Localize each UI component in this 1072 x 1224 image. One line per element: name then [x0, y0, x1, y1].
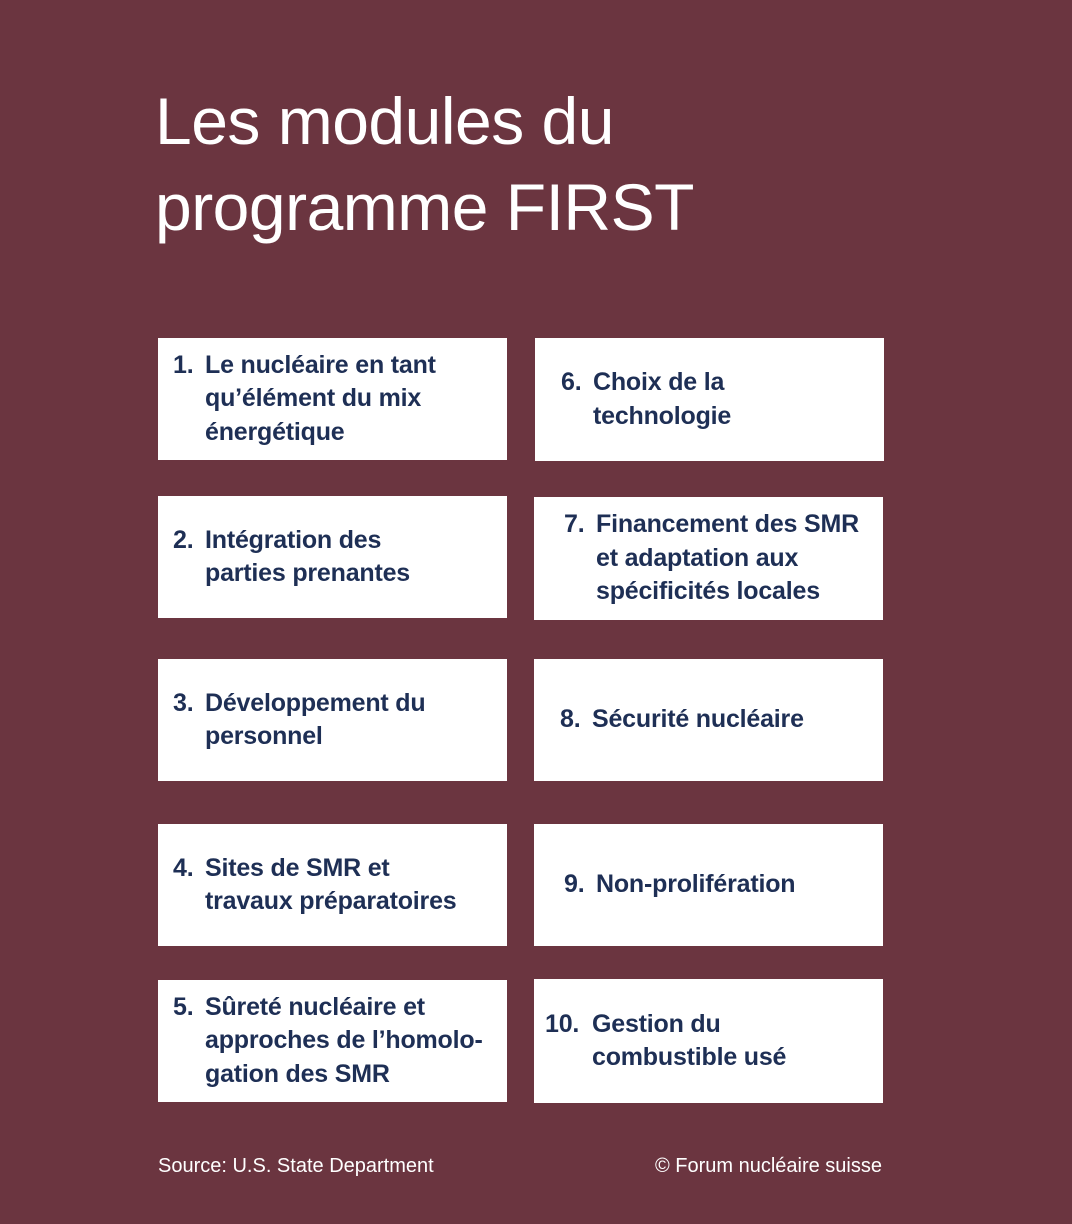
module-label: Sécurité nucléaire — [592, 705, 804, 734]
module-number: 9. — [564, 870, 585, 899]
module-label: Le nucléaire en tant qu’élément du mix énergétique — [205, 350, 436, 446]
module-number: 2. — [173, 525, 194, 554]
module-card-8 — [534, 659, 883, 781]
module-card-9 — [534, 824, 883, 946]
source-note: Source: U.S. State Department — [158, 1155, 434, 1177]
module-item — [534, 508, 859, 609]
module-card-1 — [158, 338, 507, 460]
module-number: 7. — [564, 510, 585, 539]
module-label: Sites de SMR et travaux préparatoires — [205, 853, 457, 915]
module-number: 1. — [173, 350, 194, 379]
module-card-6 — [535, 338, 884, 461]
module-item — [535, 366, 731, 433]
module-number: 3. — [173, 688, 194, 717]
module-card-3 — [158, 659, 507, 781]
module-number: 4. — [173, 853, 194, 882]
module-label: Intégration des parties prenantes — [205, 525, 411, 587]
module-item — [534, 1008, 786, 1075]
module-card-7 — [534, 497, 883, 620]
module-label: Non-prolifération — [596, 870, 796, 899]
module-item — [534, 868, 795, 902]
module-number: 5. — [173, 992, 194, 1021]
page-title: Les modules du programme FIRST — [155, 84, 694, 244]
module-label: Choix de la technologie — [593, 368, 732, 430]
module-item — [158, 852, 456, 919]
module-label: Développement du personnel — [205, 688, 426, 750]
module-number: 6. — [561, 368, 582, 396]
module-item — [158, 687, 425, 754]
module-item — [534, 703, 804, 737]
module-number: 8. — [560, 705, 581, 734]
module-item — [158, 524, 410, 591]
module-number: 10. — [545, 1009, 580, 1038]
module-card-2 — [158, 496, 507, 618]
module-card-10 — [534, 979, 883, 1103]
module-label: Financement des SMR et adaptation aux spécificités locales — [596, 510, 859, 606]
module-label: Sûreté nucléaire et approches de l’homolo- gation des SMR — [205, 992, 483, 1088]
module-item — [158, 991, 483, 1092]
module-item — [158, 349, 436, 450]
copyright-note: © Forum nucléaire suisse — [654, 1155, 882, 1177]
module-card-4 — [158, 824, 507, 946]
module-label: Gestion du combustible usé — [592, 1009, 787, 1071]
module-card-5 — [158, 980, 507, 1102]
